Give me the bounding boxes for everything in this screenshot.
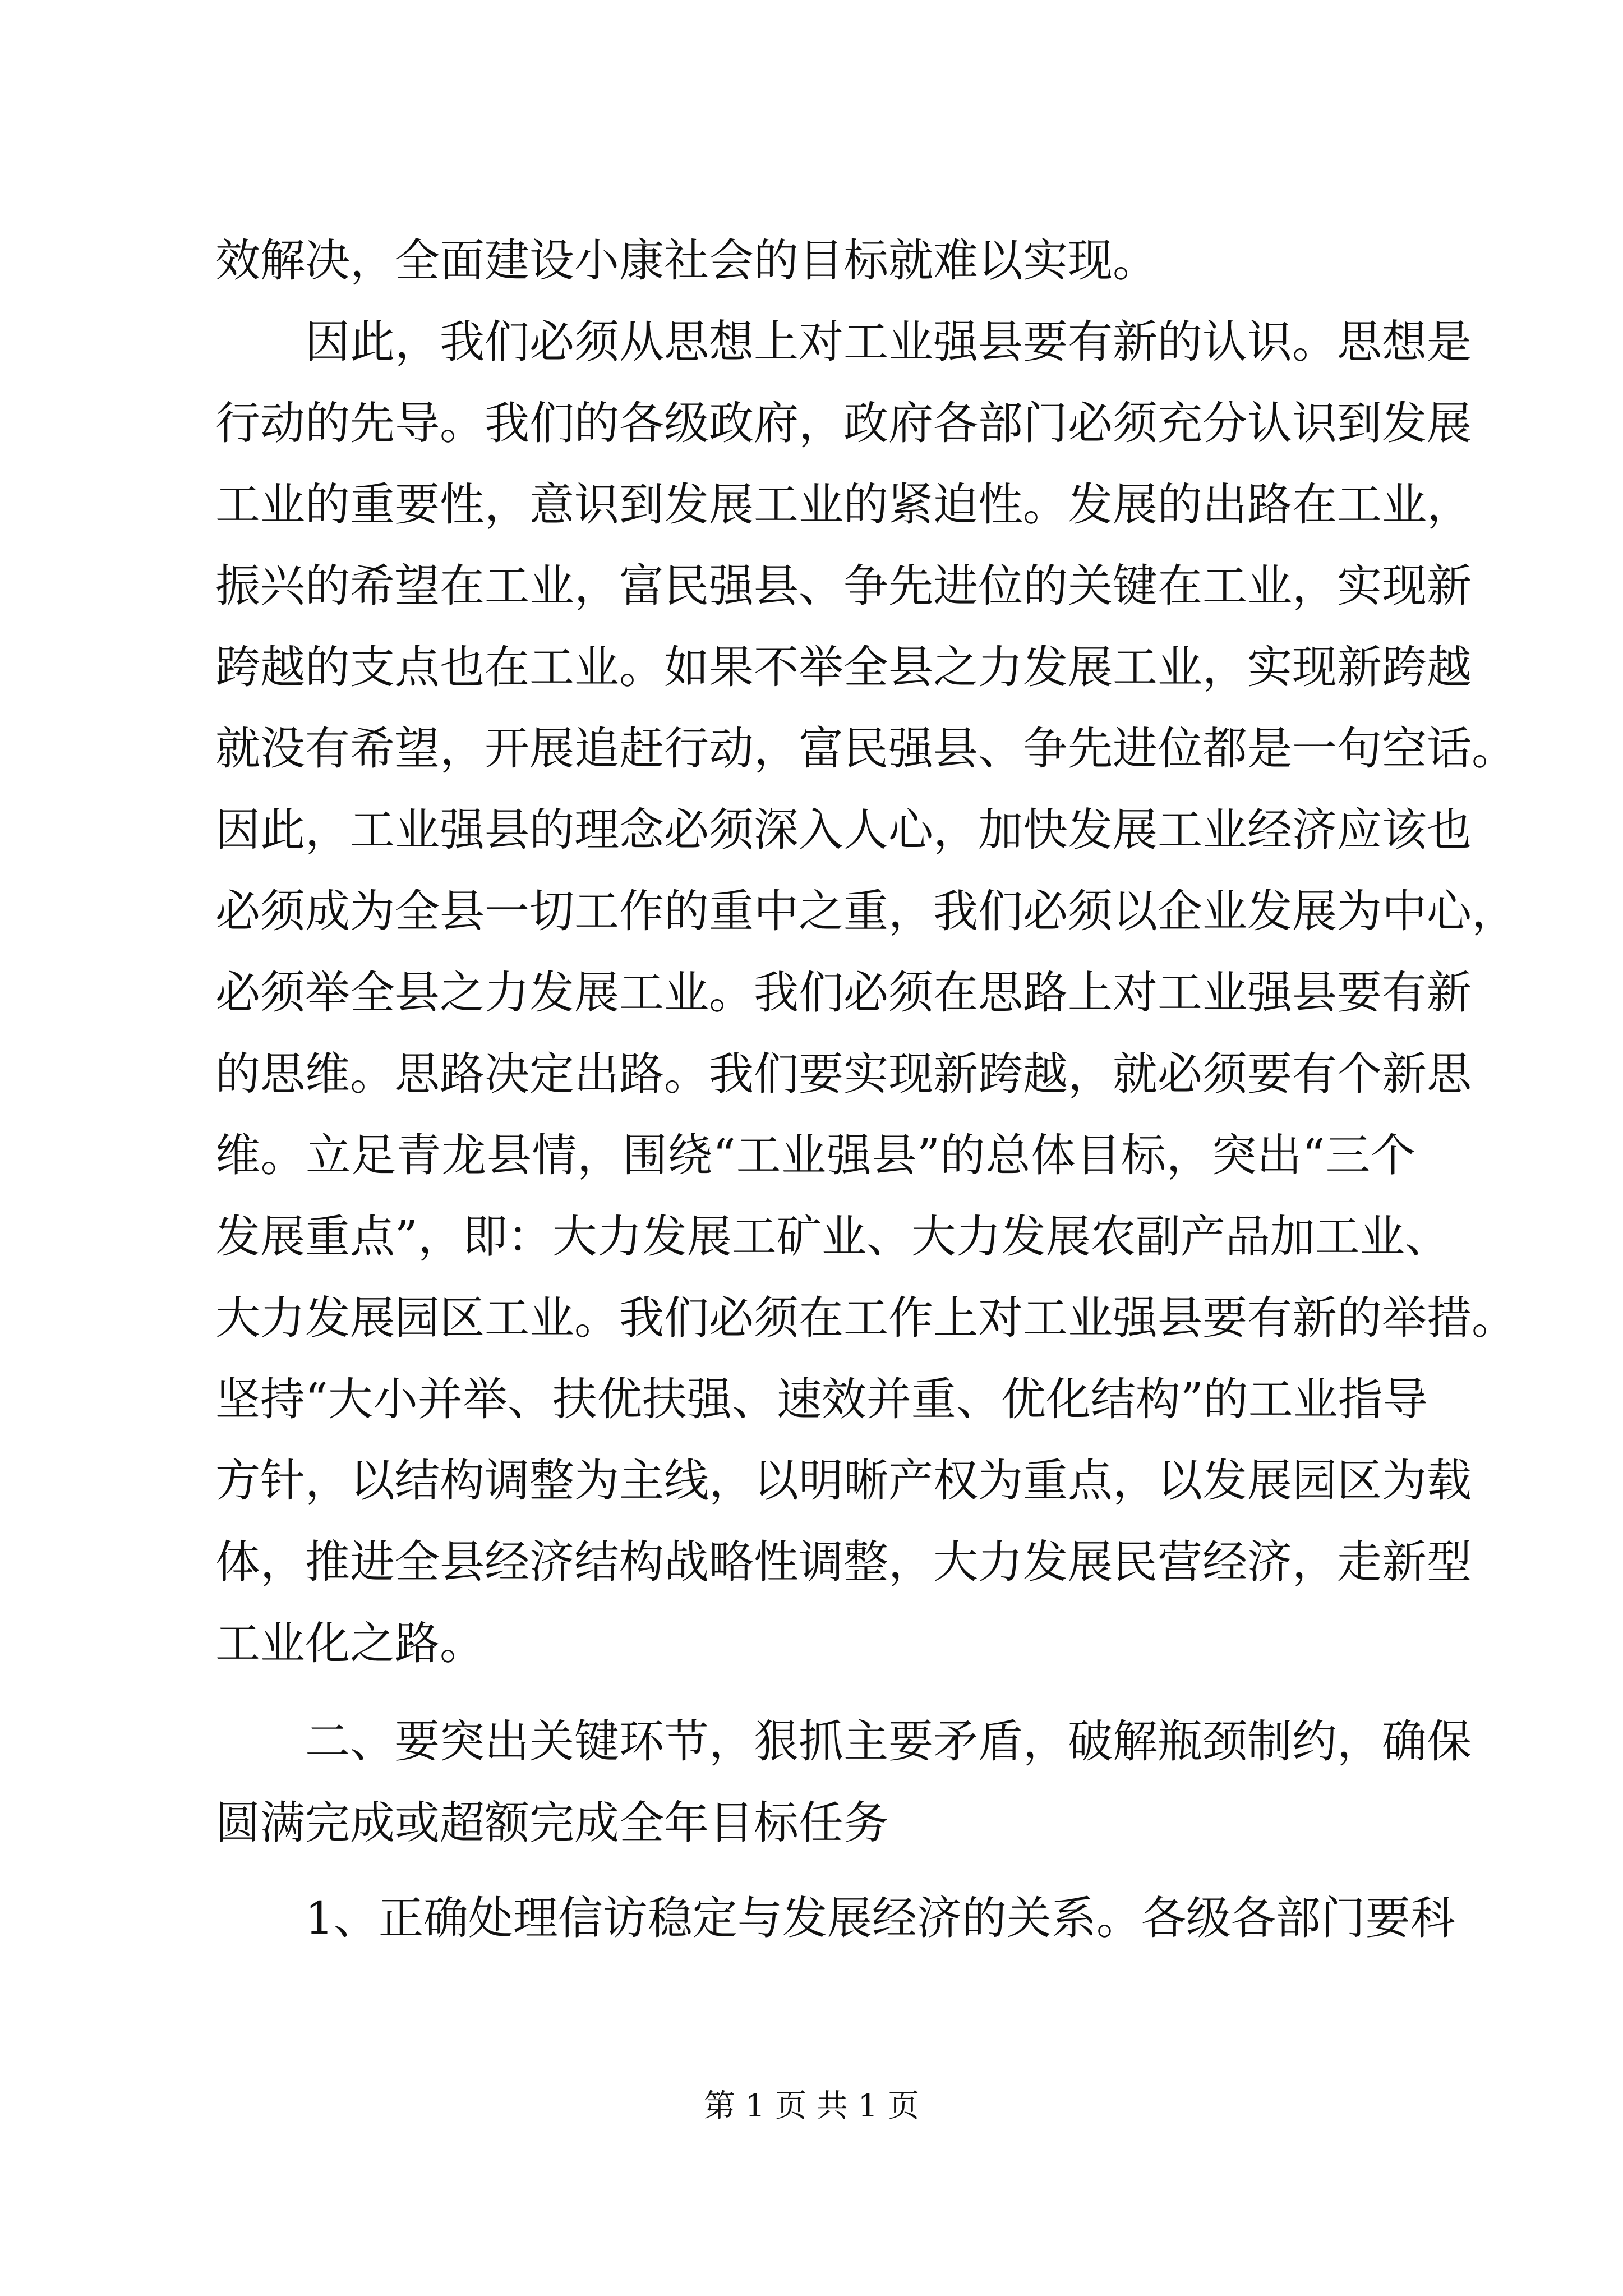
text-line: 必须成为全县一切工作的重中之重，我们必须以企业发展为中心， — [215, 885, 1516, 937]
text-line: 维。立足青龙县情，围绕“工业强县”的总体目标，突出“三个 — [215, 1129, 1415, 1181]
text-line: 效解决，全面建设小康社会的目标就难以实现。 — [215, 234, 1158, 287]
text-line: 工业的重要性，意识到发展工业的紧迫性。发展的出路在工业， — [215, 478, 1472, 531]
text-line: 行动的先导。我们的各级政府，政府各部门必须充分认识到发展 — [215, 397, 1472, 449]
text-line: 因此，工业强县的理念必须深入人心，加快发展工业经济应该也 — [215, 804, 1472, 856]
text-line: 大力发展园区工业。我们必须在工作上对工业强县要有新的举措。 — [215, 1292, 1516, 1344]
text-line: 工业化之路。 — [215, 1617, 485, 1669]
section-heading-line: 二、要突出关键环节，狠抓主要矛盾，破解瓶颈制约，确保 — [305, 1715, 1472, 1768]
text-line: 因此，我们必须从思想上对工业强县要有新的认识。思想是 — [305, 316, 1472, 368]
text-line: 发展重点”，即：大力发展工矿业、大力发展农副产品加工业、 — [215, 1211, 1450, 1263]
text-line: 跨越的支点也在工业。如果不举全县之力发展工业，实现新跨越 — [215, 641, 1472, 693]
section-heading-line: 圆满完成或超额完成全年目标任务 — [215, 1797, 888, 1849]
text-line: 坚持“大小并举、扶优扶强、速效并重、优化结构”的工业指导 — [215, 1373, 1428, 1425]
text-line: 就没有希望，开展追赶行动，富民强县、争先进位都是一句空话。 — [215, 723, 1516, 775]
text-line: 体，推进全县经济结构战略性调整，大力发展民营经济，走新型 — [215, 1536, 1472, 1588]
page-footer: 第 1 页 共 1 页 — [703, 2088, 920, 2124]
text-line: 1、正确处理信访稳定与发展经济的关系。各级各部门要科 — [305, 1892, 1455, 1944]
text-line: 振兴的希望在工业，富民强县、争先进位的关键在工业，实现新 — [215, 560, 1472, 612]
text-line: 方针，以结构调整为主线，以明晰产权为重点，以发展园区为载 — [215, 1455, 1472, 1507]
text-line: 的思维。思路决定出路。我们要实现新跨越，就必须要有个新思 — [215, 1048, 1472, 1100]
text-line: 必须举全县之力发展工业。我们必须在思路上对工业强县要有新 — [215, 967, 1472, 1019]
